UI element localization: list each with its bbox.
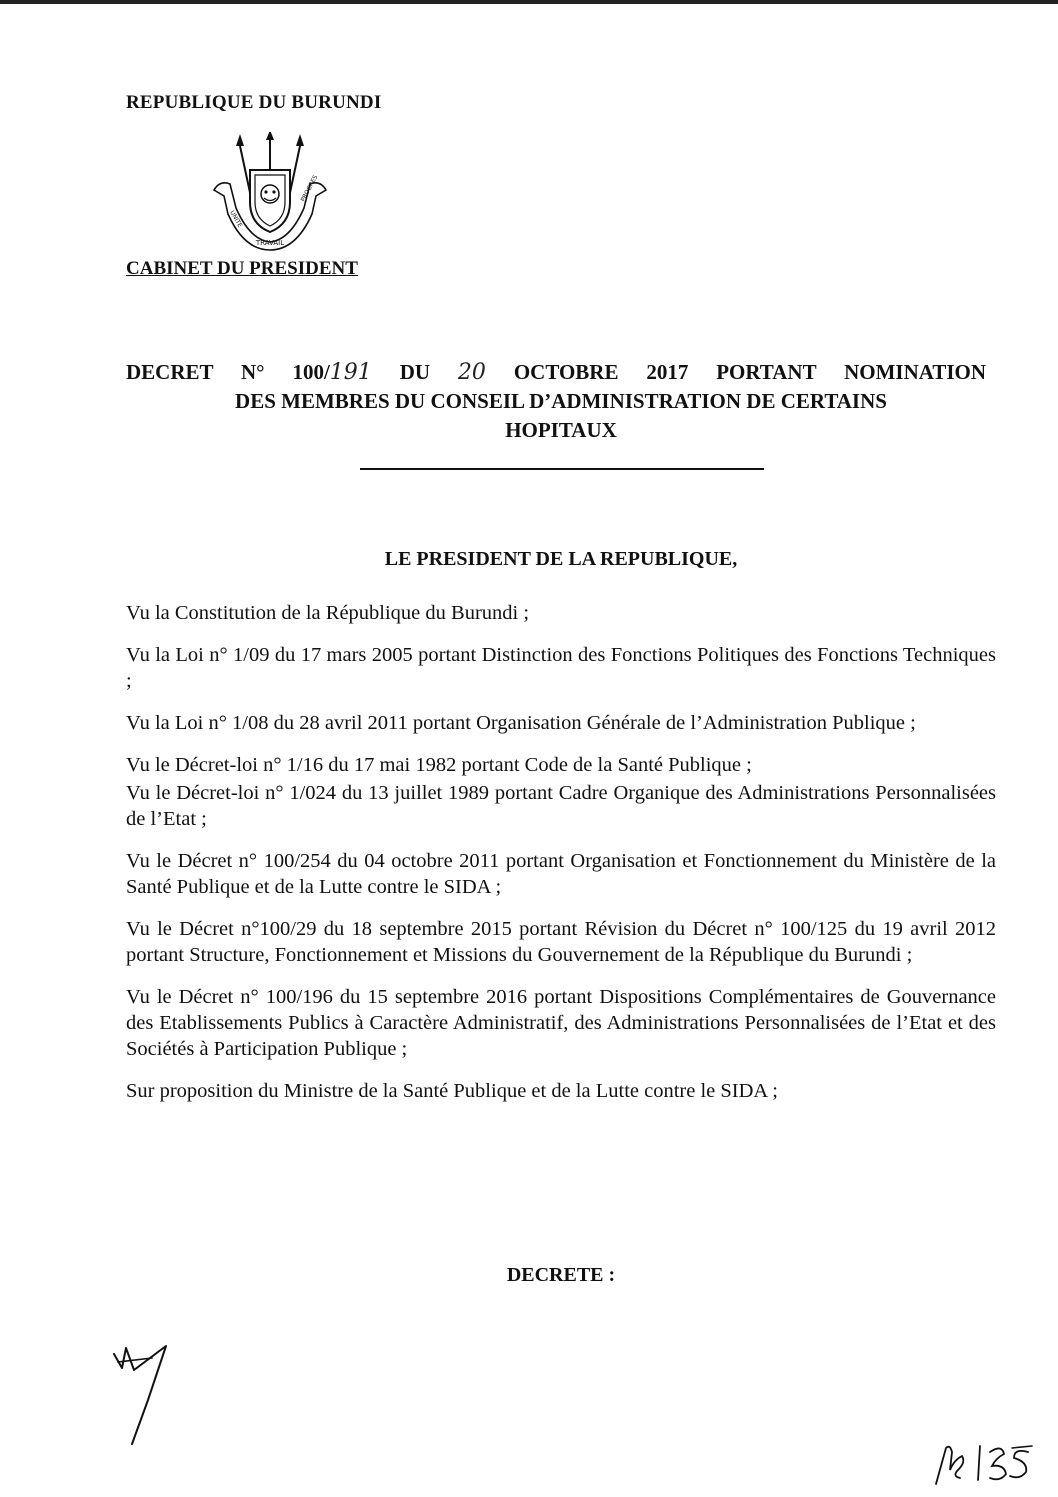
decree-title-rest: OCTOBRE 2017 PORTANT NOMINATION bbox=[513, 360, 987, 384]
consideration-item: Vu le Décret n°100/29 du 18 septembre 2015 portant Révision du Décret n° 100/125 du 19 avril 2012 portant Structure, Fonctionnement et Missions du Gouvernement de la République du Burundi ; bbox=[126, 918, 996, 966]
page-top-edge bbox=[0, 0, 1058, 4]
decree-title-line-1 bbox=[126, 358, 986, 387]
operative-heading: DECRETE : bbox=[506, 1264, 616, 1286]
decree-title-line-3: HOPITAUX bbox=[505, 418, 617, 442]
consideration-item: Vu le Décret n° 100/196 du 15 septembre 2016 portant Dispositions Complémentaires de Gouvernance des Etablissements Publics à Caractère Administratif, des Administrations Personnalisées de l’Etat et des Sociétés à Participation Publique ; bbox=[126, 986, 996, 1060]
decree-date-prefix: DU bbox=[399, 360, 431, 384]
office-heading: CABINET DU PRESIDENT bbox=[126, 258, 358, 279]
decree-title bbox=[126, 358, 996, 445]
title-divider bbox=[360, 468, 764, 470]
svg-text:PROGRES: PROGRES bbox=[299, 174, 320, 203]
handwritten-initial-left bbox=[108, 1340, 178, 1450]
consideration-item: Vu le Décret-loi n° 1/16 du 17 mai 1982 portant Code de la Santé Publique ; bbox=[126, 754, 752, 776]
handwritten-day: 20 bbox=[457, 360, 486, 385]
preamble-heading: LE PRESIDENT DE LA REPUBLIQUE, bbox=[384, 548, 738, 570]
consideration-item: Vu la Loi n° 1/09 du 17 mars 2005 portant Distinction des Fonctions Politiques des Fonctions Techniques ; bbox=[126, 644, 996, 692]
decree-number-prefix: DECRET N° 100/ bbox=[126, 360, 330, 384]
country-heading: REPUBLIQUE DU BURUNDI bbox=[126, 92, 382, 113]
consideration-item: Vu la Constitution de la République du Burundi ; bbox=[126, 602, 530, 624]
handwritten-initial-right bbox=[930, 1440, 1040, 1490]
considerations-list bbox=[126, 600, 996, 1120]
svg-text:TRAVAIL: TRAVAIL bbox=[255, 239, 285, 247]
coat-of-arms-emblem bbox=[200, 132, 340, 252]
consideration-item: Vu le Décret n° 100/254 du 04 octobre 2011 portant Organisation et Fonctionnement du Ministère de la Santé Publique et de la Lutte contre le SIDA ; bbox=[126, 850, 996, 898]
consideration-item: Sur proposition du Ministre de la Santé Publique et de la Lutte contre le SIDA ; bbox=[126, 1080, 778, 1102]
decree-title-line-2: DES MEMBRES DU CONSEIL D’ADMINISTRATION DE CERTAINS bbox=[235, 389, 887, 413]
consideration-item: Vu le Décret-loi n° 1/024 du 13 juillet 1989 portant Cadre Organique des Administrations Personnalisées de l’Etat ; bbox=[126, 782, 996, 830]
handwritten-decree-number: 191 bbox=[329, 360, 372, 385]
consideration-item: Vu la Loi n° 1/08 du 28 avril 2011 portant Organisation Générale de l’Administration Publique ; bbox=[126, 712, 916, 734]
svg-text:UNITE: UNITE bbox=[228, 209, 244, 229]
